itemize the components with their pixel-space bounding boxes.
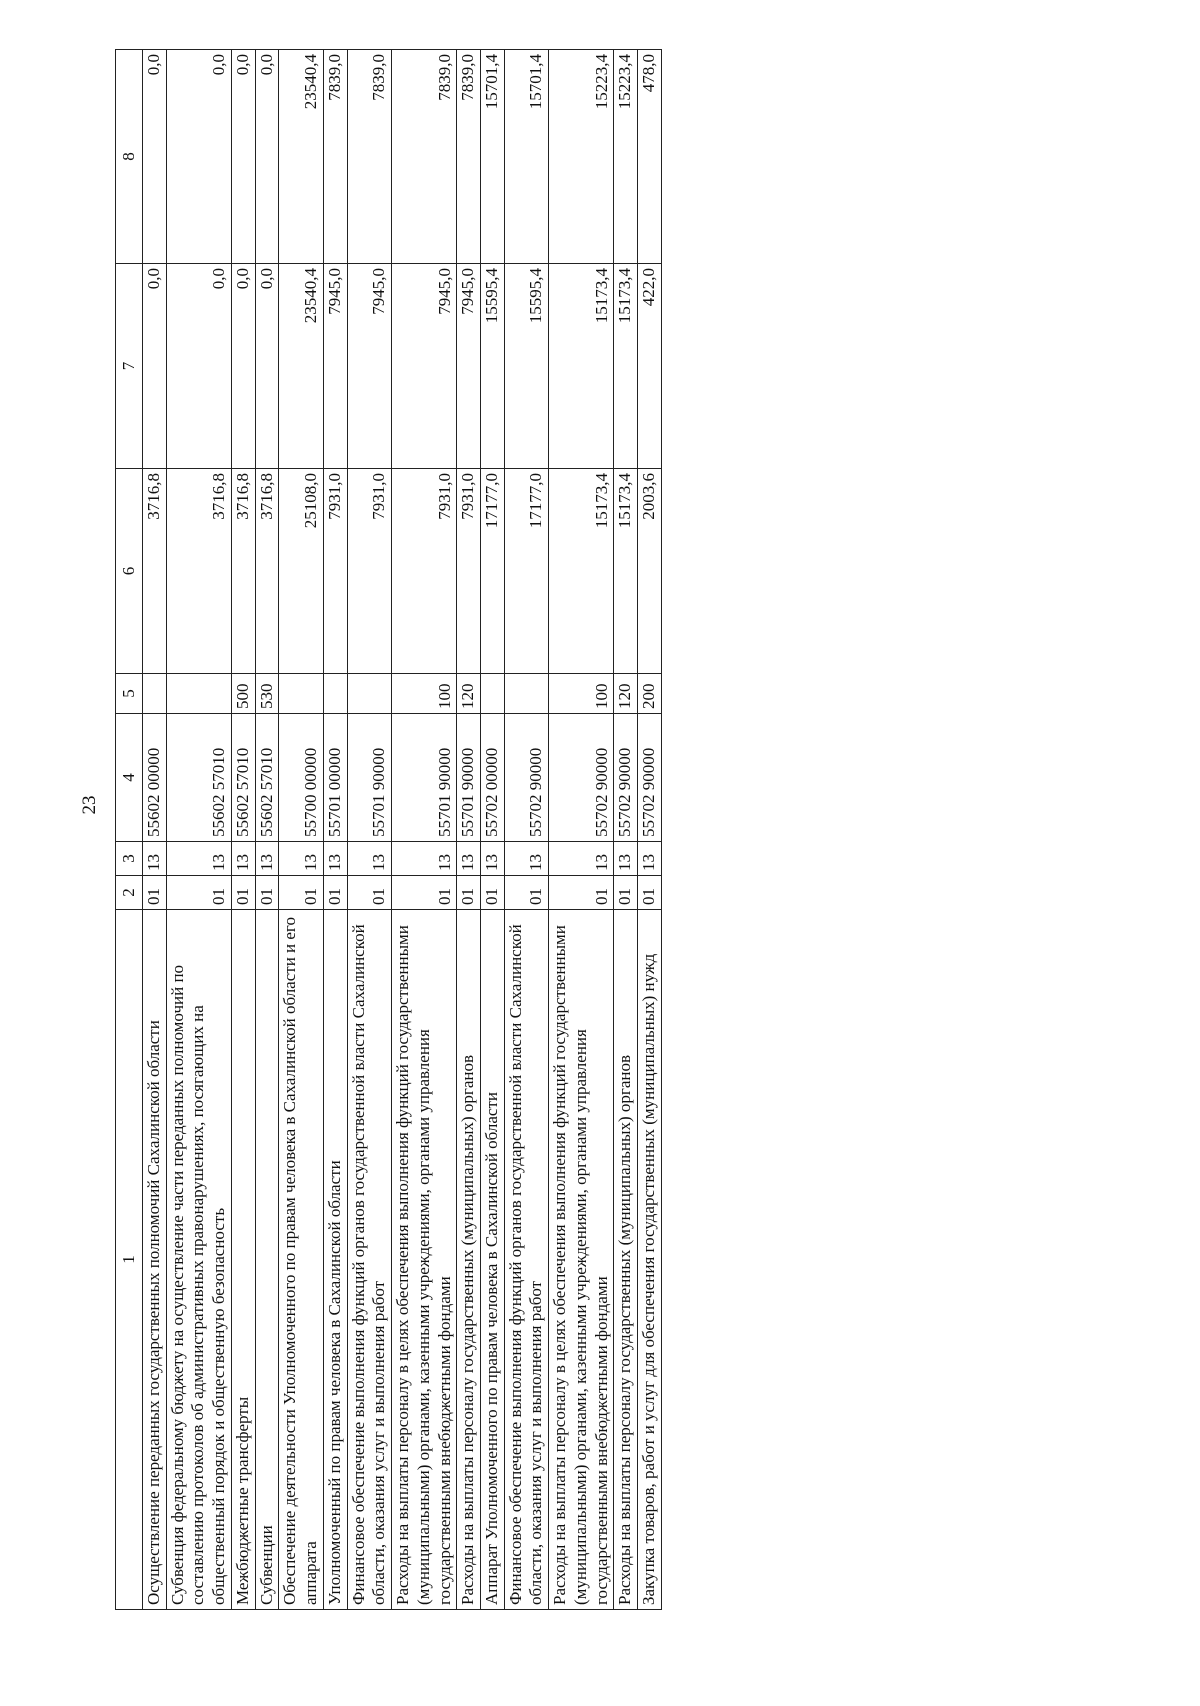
amount-col-7: 0,0: [143, 264, 167, 469]
amount-col-7: 15595,4: [504, 264, 548, 469]
section-code: 01: [638, 876, 662, 910]
table-row: [279, 50, 323, 1610]
amount-col-7: 15173,4: [614, 264, 638, 469]
amount-col-8: 0,0: [166, 50, 231, 264]
amount-col-8: 15701,4: [481, 50, 505, 264]
table-row: [143, 50, 167, 1610]
amount-col-6: 17177,0: [504, 469, 548, 674]
budget-table: [115, 49, 662, 1610]
expense-type-code: [481, 674, 505, 714]
table-row: [347, 50, 391, 1610]
section-code: 01: [231, 876, 255, 910]
section-code: 01: [255, 876, 279, 910]
row-name: Субвенция федеральному бюджету на осуществление части переданных полномочий по составлению протоколов об административных правонарушениях, посягающих на общественный порядок и общественную безопасность: [166, 910, 231, 1610]
amount-col-7: 0,0: [255, 264, 279, 469]
amount-col-6: 7931,0: [323, 469, 347, 674]
expense-type-code: [323, 674, 347, 714]
section-code: 01: [549, 876, 614, 910]
amount-col-6: 17177,0: [481, 469, 505, 674]
amount-col-7: 7945,0: [392, 264, 457, 469]
amount-col-6: 15173,4: [549, 469, 614, 674]
amount-col-6: 7931,0: [392, 469, 457, 674]
subsection-code: 13: [143, 842, 167, 876]
expense-type-code: 120: [457, 674, 481, 714]
target-article-code: 55602 57010: [166, 714, 231, 842]
row-name: Осуществление переданных государственных полномочий Сахалинской области: [143, 910, 167, 1610]
amount-col-7: 15173,4: [549, 264, 614, 469]
amount-col-7: 0,0: [166, 264, 231, 469]
amount-col-8: 15223,4: [549, 50, 614, 264]
header-col-3: 3: [116, 842, 143, 876]
expense-type-code: 200: [638, 674, 662, 714]
table-row: [231, 50, 255, 1610]
amount-col-8: 7839,0: [347, 50, 391, 264]
header-row: [116, 50, 143, 1610]
header-col-6: 6: [116, 469, 143, 674]
target-article-code: 55702 90000: [549, 714, 614, 842]
subsection-code: 13: [347, 842, 391, 876]
section-code: 01: [504, 876, 548, 910]
target-article-code: 55702 90000: [614, 714, 638, 842]
subsection-code: 13: [392, 842, 457, 876]
amount-col-6: 15173,4: [614, 469, 638, 674]
section-code: 01: [614, 876, 638, 910]
section-code: 01: [457, 876, 481, 910]
target-article-code: 55701 00000: [323, 714, 347, 842]
subsection-code: 13: [614, 842, 638, 876]
row-name: Уполномоченный по правам человека в Сахалинской области: [323, 910, 347, 1610]
amount-col-8: 15701,4: [504, 50, 548, 264]
header-col-8: 8: [116, 50, 143, 264]
header-col-1: 1: [116, 910, 143, 1610]
subsection-code: 13: [481, 842, 505, 876]
amount-col-6: 3716,8: [166, 469, 231, 674]
amount-col-6: 2003,6: [638, 469, 662, 674]
rotated-table-container: [115, 0, 1125, 1610]
amount-col-6: 3716,8: [143, 469, 167, 674]
amount-col-7: 7945,0: [457, 264, 481, 469]
subsection-code: 13: [549, 842, 614, 876]
section-code: 01: [166, 876, 231, 910]
section-code: 01: [481, 876, 505, 910]
header-col-2: 2: [116, 876, 143, 910]
subsection-code: 13: [638, 842, 662, 876]
target-article-code: 55602 57010: [255, 714, 279, 842]
amount-col-6: 7931,0: [347, 469, 391, 674]
table-row: [504, 50, 548, 1610]
amount-col-7: 15595,4: [481, 264, 505, 469]
row-name: Субвенции: [255, 910, 279, 1610]
expense-type-code: [347, 674, 391, 714]
target-article-code: 55701 90000: [347, 714, 391, 842]
row-name: Расходы на выплаты персоналу государственных (муниципальных) органов: [457, 910, 481, 1610]
table-row: [481, 50, 505, 1610]
amount-col-8: 0,0: [231, 50, 255, 264]
expense-type-code: 500: [231, 674, 255, 714]
expense-type-code: [504, 674, 548, 714]
amount-col-8: 478,0: [638, 50, 662, 264]
row-name: Расходы на выплаты персоналу в целях обеспечения выполнения функций государственными (муниципальными) органами, казенными учреждениями, органами управления государственными внебюджетными фондами: [392, 910, 457, 1610]
expense-type-code: 100: [549, 674, 614, 714]
row-name: Финансовое обеспечение выполнения функций органов государственной власти Сахалинской области, оказания услуг и выполнения работ: [504, 910, 548, 1610]
table-row: [323, 50, 347, 1610]
target-article-code: 55602 00000: [143, 714, 167, 842]
table-row: [549, 50, 614, 1610]
table-row: [166, 50, 231, 1610]
target-article-code: 55701 90000: [457, 714, 481, 842]
subsection-code: 13: [279, 842, 323, 876]
header-col-5: 5: [116, 674, 143, 714]
amount-col-8: 7839,0: [323, 50, 347, 264]
section-code: 01: [279, 876, 323, 910]
amount-col-6: 7931,0: [457, 469, 481, 674]
table-row: [638, 50, 662, 1610]
expense-type-code: 530: [255, 674, 279, 714]
section-code: 01: [347, 876, 391, 910]
table-row: [392, 50, 457, 1610]
page-number: 23: [79, 795, 100, 815]
amount-col-8: 7839,0: [392, 50, 457, 264]
expense-type-code: 100: [392, 674, 457, 714]
amount-col-8: 23540,4: [279, 50, 323, 264]
amount-col-7: 422,0: [638, 264, 662, 469]
row-name: Закупка товаров, работ и услуг для обеспечения государственных (муниципальных) нужд: [638, 910, 662, 1610]
target-article-code: 55702 90000: [638, 714, 662, 842]
amount-col-7: 23540,4: [279, 264, 323, 469]
amount-col-8: 0,0: [255, 50, 279, 264]
expense-type-code: [279, 674, 323, 714]
amount-col-6: 3716,8: [231, 469, 255, 674]
amount-col-7: 7945,0: [323, 264, 347, 469]
expense-type-code: [166, 674, 231, 714]
section-code: 01: [392, 876, 457, 910]
row-name: Аппарат Уполномоченного по правам человека в Сахалинской области: [481, 910, 505, 1610]
subsection-code: 13: [323, 842, 347, 876]
row-name: Расходы на выплаты персоналу в целях обеспечения выполнения функций государственными (муниципальными) органами, казенными учреждениями, органами управления государственными внебюджетными фондами: [549, 910, 614, 1610]
amount-col-7: 7945,0: [347, 264, 391, 469]
amount-col-6: 25108,0: [279, 469, 323, 674]
target-article-code: 55702 00000: [481, 714, 505, 842]
table-row: [255, 50, 279, 1610]
table-body: [143, 50, 662, 1610]
header-col-4: 4: [116, 714, 143, 842]
table-row: [614, 50, 638, 1610]
amount-col-8: 0,0: [143, 50, 167, 264]
row-name: Межбюджетные трансферты: [231, 910, 255, 1610]
amount-col-7: 0,0: [231, 264, 255, 469]
subsection-code: 13: [255, 842, 279, 876]
target-article-code: 55702 90000: [504, 714, 548, 842]
target-article-code: 55602 57010: [231, 714, 255, 842]
row-name: Обеспечение деятельности Уполномоченного по правам человека в Сахалинской области и его аппарата: [279, 910, 323, 1610]
subsection-code: 13: [231, 842, 255, 876]
header-col-7: 7: [116, 264, 143, 469]
subsection-code: 13: [166, 842, 231, 876]
amount-col-6: 3716,8: [255, 469, 279, 674]
table-row: [457, 50, 481, 1610]
section-code: 01: [143, 876, 167, 910]
row-name: Финансовое обеспечение выполнения функций органов государственной власти Сахалинской области, оказания услуг и выполнения работ: [347, 910, 391, 1610]
target-article-code: 55701 90000: [392, 714, 457, 842]
section-code: 01: [323, 876, 347, 910]
amount-col-8: 7839,0: [457, 50, 481, 264]
expense-type-code: 120: [614, 674, 638, 714]
subsection-code: 13: [504, 842, 548, 876]
amount-col-8: 15223,4: [614, 50, 638, 264]
target-article-code: 55700 00000: [279, 714, 323, 842]
expense-type-code: [143, 674, 167, 714]
subsection-code: 13: [457, 842, 481, 876]
row-name: Расходы на выплаты персоналу государственных (муниципальных) органов: [614, 910, 638, 1610]
